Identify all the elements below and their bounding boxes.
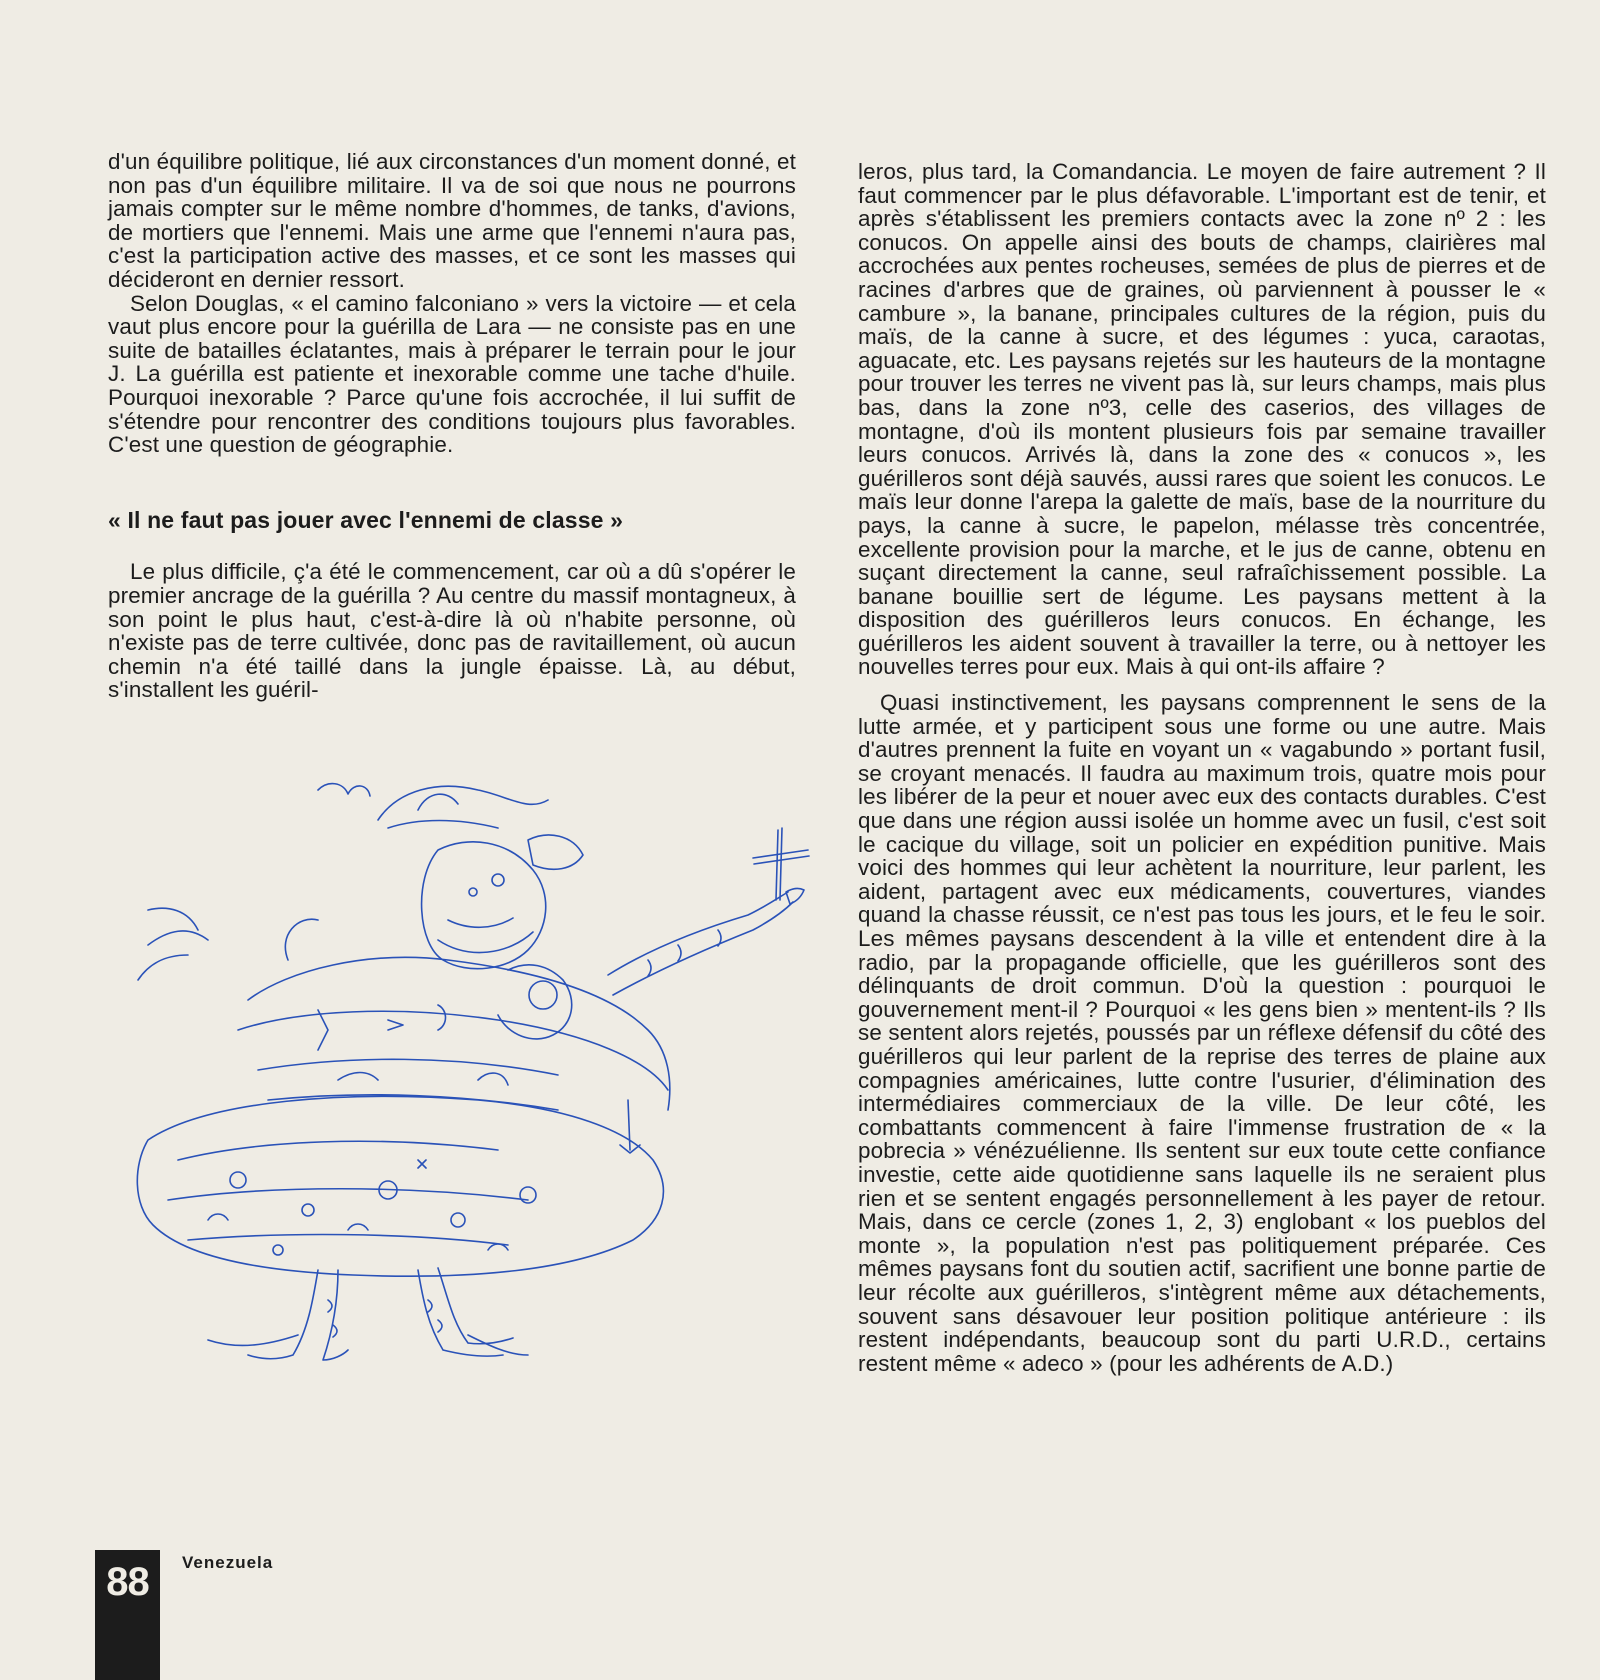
paragraph: Le plus difficile, ç'a été le commencement, car où a dû s'opérer le premier ancrage de la guérilla ? Au centre du massif montagneux, à son point le plus haut, c'est-à-dire là où n'habite personne, où n'existe pas de terre cultivée, donc pas de ravitaillement, où aucun chemin n'a été taillé dans la jungle épaisse. Là, au début, s'installent les guéril- bbox=[108, 559, 796, 703]
right-text-column bbox=[858, 160, 1546, 1375]
left-text-column bbox=[108, 150, 796, 702]
guerrilla-ink-drawing bbox=[88, 780, 858, 1380]
hat-drawing bbox=[318, 784, 583, 870]
face-drawing bbox=[422, 842, 546, 969]
paragraph: d'un équilibre politique, lié aux circonstances d'un moment donné, et non pas d'un équilibre militaire. Il va de soi que nous ne pourrons jamais compter sur le même nombre d'hommes, de tanks, d'avions, de mortiers que l'ennemi. Mais une arme que l'ennemi n'aura pas, c'est la participation active des masses, et ce sont les masses qui décideront en dernier ressort. bbox=[108, 149, 796, 292]
paragraph: Selon Douglas, « el camino falconiano » vers la victoire — et cela vaut plus encore pour la guérilla de Lara — ne consiste pas en une suite de batailles éclatantes, mais à préparer le terrain pour le jour J. La guérilla est patiente et inexorable comme une tache d'huile. Pourquoi inexorable ? Parce qu'une fois accrochée, il lui suffit de s'étendre pour rencontrer des conditions toujours plus favorables. C'est une question de géographie. bbox=[108, 290, 796, 458]
skirt-drawing bbox=[137, 1096, 663, 1276]
raised-arm bbox=[608, 892, 793, 995]
legs-drawing bbox=[248, 1268, 513, 1360]
section-heading: « Il ne faut pas jouer avec l'ennemi de classe » bbox=[108, 506, 624, 533]
torso-drawing bbox=[238, 957, 670, 1110]
page-number: 88 bbox=[106, 1560, 149, 1604]
paragraph: Quasi instinctivement, les paysans comprennent le sens de la lutte armée, et y participent sous une forme ou une autre. Mais d'autres prennent la fuite en voyant un « vagabundo » portant fusil, se croyant menacés. Il faudra au maximum trois, quatre mois pour les libérer de la peur et nouer avec eux des contacts durables. C'est que dans une région aussi isolée un homme avec un fusil, c'est soit le cacique du village, soit un policier en expédition punitive. Mais voici des hommes qui leur achètent la nourriture, leur parlent, les aident, partagent avec eux médicaments, couvertures, viandes quand la chasse réussit, ce n'est pas tous les jours, et le feu le soir. Les mêmes paysans descendent à la ville et entendent dire à la radio, par la propagande officielle, que les guérilleros sont des délinquants de droit commun. D'où la question : pourquoi le gouvernement ment-il ? Pourquoi « les gens bien » mentent-ils ? Ils se sentent alors rejetés, poussés par un réflexe défensif du côté des guérilleros qui leur parlent de la reprise des terres de plaine aux compagnies américaines, lutte contre l'usurier, d'élimination des intermédiaires commerciaux de la ville. De leur côté, les combattants commencent à faire l'immense frustration de « la pobrecia » vénézuélienne. Ils sentent sur eux toute cette confiance investie, cette aide quotidienne sans laquelle ils ne seraient plus rien et se sentent engagés personnellement à les payer de retour. Mais, dans ce cercle (zones 1, 2, 3) englobant « los pueblos del monte », la population n'est pas politiquement préparée. Ces mêmes paysans font du soutien actif, sacrifient une bonne partie de leur récolte aux guérilleros, s'intègrent même aux détachements, souvent sans désavouer leur position politique antérieure : ils restent indépendants, beaucoup sont du parti U.R.D., certains restent même « adeco » (pour les adhérents de A.D.) bbox=[858, 690, 1546, 1376]
paragraph: leros, plus tard, la Comandancia. Le moyen de faire autrement ? Il faut commencer par le plus défavorable. L'important est de tenir, et après s'établissent les premiers contacts avec la zone nº 2 : les conucos. On appelle ainsi des bouts de champs, clairières mal accrochées aux pentes rocheuses, semées de plus de pierres et de racines d'arbres que de graines, où parviennent à pousser le « cambure », la banane, principales cultures de la région, puis du maïs, de la canne à sucre, et des légumes : yuca, caraotas, aguacate, etc. Les paysans rejetés sur les hauteurs de la montagne pour trouver les terres ne vivent pas là, sur leurs champs, mais plus bas, dans la zone nº3, celle des caserios, des villages de montagne, d'où ils montent plusieurs fois par semaine travailler leurs conucos. Arrivés là, dans la zone des « conucos », les guérilleros sont déjà sauvés, aussi rares que soient les conucos. Le maïs leur donne l'arepa la galette de maïs, base de la nourriture du pays, la canne à sucre, le papelon, mélasse très concentrée, excellente provision pour la marche, et le jus de canne, obtenu en suçant directement la canne, seul rafraîchissement possible. La banane bouillie sert de légume. Les paysans mettent à la disposition des guérilleros leurs conucos. En échange, les guérilleros les aident souvent à travailler la terre, ou à nettoyer les nouvelles terres pour eux. Mais à qui ont-ils affaire ? bbox=[858, 159, 1546, 680]
running-head: Venezuela bbox=[182, 1553, 274, 1572]
